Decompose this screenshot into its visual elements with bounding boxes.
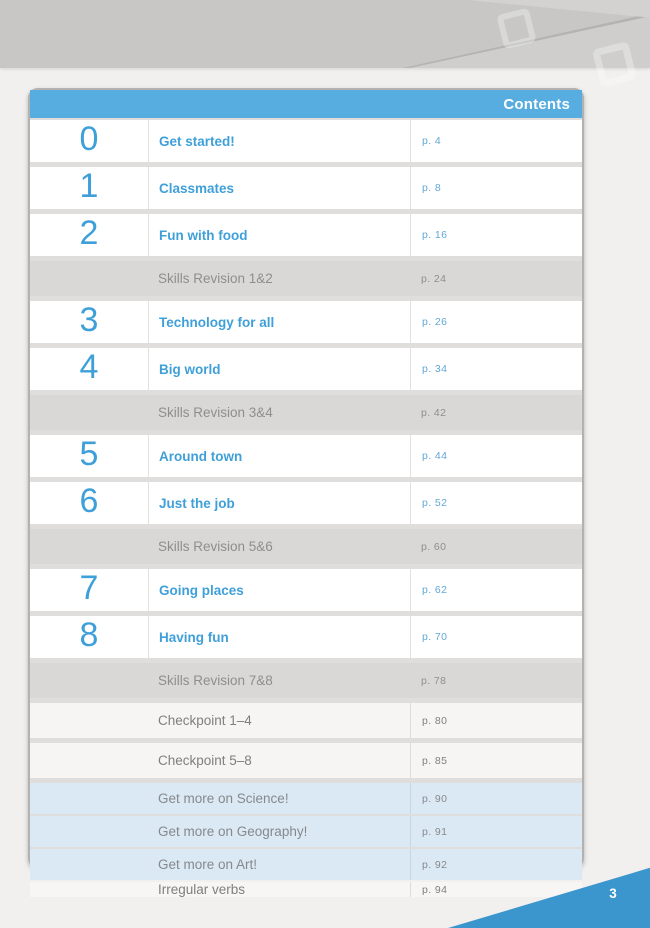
toc-row <box>30 569 582 611</box>
row-title: Around town <box>148 435 410 477</box>
banner-wedge <box>0 0 650 68</box>
row-title: Skills Revision 3&4 <box>158 405 273 420</box>
row-title: Get more on Science! <box>158 791 289 806</box>
row-title: Checkpoint 5–8 <box>158 753 252 768</box>
unit-number: 5 <box>79 435 99 473</box>
row-page: p. 91 <box>410 816 582 847</box>
row-page: p. 52 <box>410 482 582 524</box>
toc-row <box>30 743 582 778</box>
unit-number: 2 <box>79 214 99 252</box>
row-title: Irregular verbs <box>158 882 246 897</box>
toc-row <box>30 529 582 564</box>
unit-number: 7 <box>79 569 99 607</box>
row-title: Classmates <box>148 167 410 209</box>
row-title: Checkpoint 1–4 <box>158 713 252 728</box>
toc-row <box>30 663 582 698</box>
row-page: p. 34 <box>410 348 582 390</box>
unit-number <box>30 529 148 564</box>
row-page: p. 16 <box>410 214 582 256</box>
row-title: Skills Revision 7&8 <box>158 673 273 688</box>
unit-number <box>30 743 148 778</box>
unit-number <box>30 783 148 814</box>
unit-number: 8 <box>79 616 99 654</box>
row-title: Fun with food <box>148 214 410 256</box>
unit-number: 6 <box>79 482 99 520</box>
toc-row <box>30 120 582 162</box>
unit-number <box>30 663 148 698</box>
row-page: p. 70 <box>410 616 582 658</box>
row-title: Get started! <box>148 120 410 162</box>
top-banner <box>0 0 650 68</box>
unit-number <box>30 703 148 738</box>
row-page: p. 90 <box>410 783 582 814</box>
toc-row <box>30 482 582 524</box>
toc-row <box>30 214 582 256</box>
footer-page-number: 3 <box>609 886 617 901</box>
contents-card <box>28 88 584 897</box>
unit-number: 3 <box>79 301 99 339</box>
row-page: p. 4 <box>410 120 582 162</box>
row-page: p. 26 <box>410 301 582 343</box>
row-page: p. 8 <box>410 167 582 209</box>
toc-row <box>30 395 582 430</box>
toc-row <box>30 616 582 658</box>
row-title: Having fun <box>148 616 410 658</box>
row-page: p. 92 <box>410 849 582 880</box>
row-page: p. 24 <box>421 272 447 285</box>
row-page: p. 85 <box>410 743 582 778</box>
toc-row <box>30 703 582 738</box>
toc-row <box>30 261 582 296</box>
toc-row <box>30 783 582 814</box>
toc-row <box>30 435 582 477</box>
row-page: p. 80 <box>410 703 582 738</box>
unit-number <box>30 882 148 897</box>
row-page: p. 60 <box>421 540 447 553</box>
unit-number: 1 <box>79 167 99 205</box>
row-title: Going places <box>148 569 410 611</box>
row-page: p. 44 <box>410 435 582 477</box>
unit-number: 0 <box>79 120 99 158</box>
contents-title: Contents <box>503 95 570 113</box>
row-title: Big world <box>148 348 410 390</box>
toc-rows <box>30 118 582 897</box>
toc-row <box>30 849 582 880</box>
row-page: p. 94 <box>410 882 582 897</box>
toc-row <box>30 301 582 343</box>
unit-number <box>30 816 148 847</box>
toc-row <box>30 167 582 209</box>
row-page: p. 62 <box>410 569 582 611</box>
unit-number <box>30 849 148 880</box>
toc-row <box>30 882 582 897</box>
row-title: Skills Revision 1&2 <box>158 271 273 286</box>
row-title: Get more on Geography! <box>158 824 308 839</box>
contents-header <box>30 90 582 118</box>
row-title: Skills Revision 5&6 <box>158 539 273 554</box>
row-title: Technology for all <box>148 301 410 343</box>
row-title: Just the job <box>148 482 410 524</box>
unit-number: 4 <box>79 348 99 386</box>
row-page: p. 78 <box>421 674 447 687</box>
row-page: p. 42 <box>421 406 447 419</box>
toc-row <box>30 348 582 390</box>
unit-number <box>30 261 148 296</box>
toc-row <box>30 816 582 847</box>
unit-number <box>30 395 148 430</box>
row-title: Get more on Art! <box>158 857 258 872</box>
